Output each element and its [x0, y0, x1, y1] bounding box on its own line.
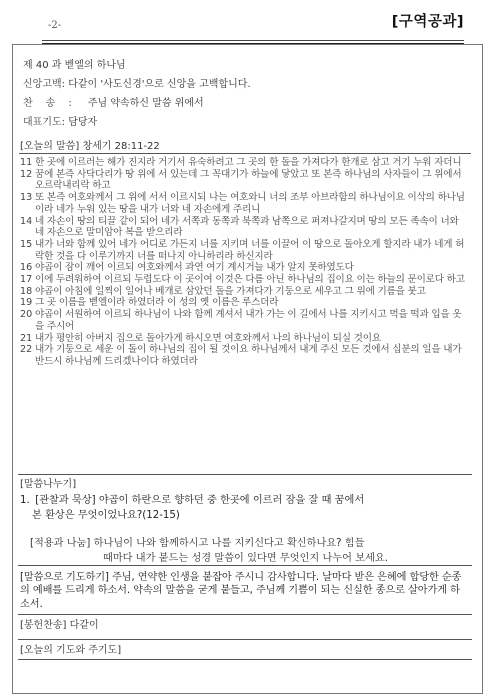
creed-line [23, 79, 251, 91]
scripture-rule [19, 153, 471, 154]
verse-row [20, 192, 466, 215]
verse-number: 20 [20, 309, 33, 321]
verse-row [20, 262, 466, 274]
prayer-leader-text: 담당자 [65, 117, 98, 128]
scripture-reference: 창세기 28:11-22 [79, 141, 160, 152]
final-divider [18, 639, 472, 640]
scripture-label: [오늘의 말씀] [20, 141, 80, 152]
offering-text: 다같이 [66, 620, 99, 631]
sharing-heading: [말씀나누기] [20, 479, 77, 490]
question-observation-line1: [관찰과 묵상] 야곱이 하란으로 향하던 중 한곳에 이르러 잠을 잘 때 꿈에서 [32, 495, 365, 506]
verse-row [20, 216, 466, 239]
question-application-line1: [적용과 나눔] 하나님이 나와 함께하시고 나를 지키신다고 확신하나요? 힘들 [30, 538, 365, 549]
hymn-text: 주님 약속하신 말씀 위에서 [84, 98, 204, 109]
prayer-leader-line [23, 117, 97, 129]
sharing-divider [18, 474, 472, 475]
question-observation-line2: 본 환상은 무엇이었나요?(12-15) [32, 509, 180, 521]
verse-number: 14 [20, 215, 33, 227]
verse-number: 17 [20, 274, 33, 286]
verse-text: 이에 두려워하여 이르되 두렵도다 이 곳이여 이것은 다름 아닌 하나님의 집이요 이는 하늘의 문이로다 하고 [35, 274, 465, 286]
prayer-divider [18, 565, 472, 566]
hymn-label: 찬송: [23, 98, 85, 109]
verse-text: 야곱이 잠이 깨어 이르되 여호와께서 과연 여기 계시거늘 내가 알지 못하였도다 [35, 262, 354, 274]
creed-text: 다같이 '사도신경'으로 신앙을 고백합니다. [65, 79, 251, 90]
verse-number: 21 [20, 332, 33, 344]
offering-divider [18, 614, 472, 615]
verse-text: 네 자손이 땅의 티끌 같이 되어 네가 서쪽과 동쪽과 북쪽과 남쪽으로 퍼져나갈지며 땅의 모든 족속이 너와 네 자손으로 말미암아 복을 받으리라 [35, 215, 459, 239]
verse-number: 22 [20, 344, 33, 356]
page-header [42, 12, 464, 38]
verse-text: 한 곳에 이르러는 해가 진지라 거기서 유숙하려고 그 곳의 한 돌을 가져다가 한개로 삼고 거기 누워 자더니 [35, 157, 462, 168]
verse-number: 18 [20, 285, 33, 297]
closing-prayer: [말씀으로 기도하기] 주님, 연약한 인생을 붙잡아 주시니 감사합니다. 날마다 받은 은혜에 합당한 순종의 예배를 드리게 하소서. 약속의 말씀을 굳게 붙들고, 주님께 기쁨이 되는 신실한 종으로 살아가게 하소서. [20, 572, 462, 610]
verse-row [20, 333, 466, 345]
question-observation [20, 494, 466, 524]
verse-row [20, 286, 466, 298]
lesson-title: 제 40 과 벧엘의 하나님 [23, 60, 126, 71]
verse-row [20, 157, 466, 169]
header-rule [42, 40, 464, 41]
verse-number: 15 [20, 238, 33, 250]
verse-number: 13 [20, 192, 33, 204]
hymn-line [23, 98, 204, 110]
question-application-line2: 때마다 내가 붙드는 성경 말씀이 있다면 무엇인지 나누어 보세요. [103, 552, 389, 564]
verse-list [20, 157, 466, 368]
verse-row [20, 297, 466, 309]
page-number: -2- [48, 20, 62, 31]
question-application [30, 537, 468, 567]
final-rule [18, 659, 472, 660]
verse-number: 19 [20, 297, 33, 309]
verse-text: 또 본즉 여호와께서 그 위에 서서 이르시되 나는 여호와니 너의 조부 아브라함의 하나님이요 이삭의 하나님이라 네가 누워 있는 땅을 내가 너와 네 자손에게 주리니 [35, 192, 465, 215]
verse-text: 꿈에 본즉 사닥다리가 땅 위에 서 있는데 그 꼭대기가 하늘에 닿았고 또 본즉 하나님의 사자들이 그 위에서 오르락내리락 하고 [35, 168, 462, 192]
verse-text: 그 곳 이름을 벧엘이라 하였더라 이 성의 옛 이름은 루스더라 [35, 297, 279, 309]
offering-hymn-line [20, 620, 99, 632]
creed-label: 신앙고백: [23, 79, 66, 90]
prayer-leader-label: 대표기도: [23, 117, 66, 128]
verse-row [20, 344, 466, 367]
verse-text: 야곱이 아침에 일찍이 일어나 베개로 삼았던 돌을 가져다가 기둥으로 세우고 그 위에 기름을 붓고 [35, 285, 426, 297]
final-prayer-line: [오늘의 기도와 주기도] [20, 645, 122, 656]
verse-text: 내가 평안히 아버지 집으로 돌아가게 하시오면 여호와께서 나의 하나님이 되실 것이요 [35, 332, 381, 344]
scripture-heading [20, 141, 160, 153]
verse-number: 12 [20, 168, 33, 180]
verse-text: 내가 너와 함께 있어 네가 어디로 가든지 너를 지키며 너를 이끌어 이 땅으로 돌아오게 할지라 내가 네게 허락한 것을 다 이루기까지 너를 떠나지 아니하리라 하신지라 [35, 238, 465, 262]
offering-label: [봉헌찬송] [20, 620, 67, 631]
verse-text: 내가 기둥으로 세운 이 돌이 하나님의 집이 될 것이요 하나님께서 내게 주신 모든 것에서 십분의 일을 내가 반드시 하나님께 드리겠나이다 하였더라 [35, 344, 462, 367]
verse-row [20, 239, 466, 262]
verse-row [20, 169, 466, 192]
question-number: 1. [20, 495, 30, 506]
verse-number: 16 [20, 262, 33, 274]
verse-text: 야곱이 서원하여 이르되 하나님이 나와 함께 계셔서 내가 가는 이 길에서 나를 지키시고 먹을 떡과 입을 옷을 주시어 [35, 309, 462, 332]
document-title: [구역공과] [391, 14, 464, 30]
verse-row [20, 274, 466, 286]
verse-number: 11 [20, 157, 33, 168]
verse-row [20, 309, 466, 332]
